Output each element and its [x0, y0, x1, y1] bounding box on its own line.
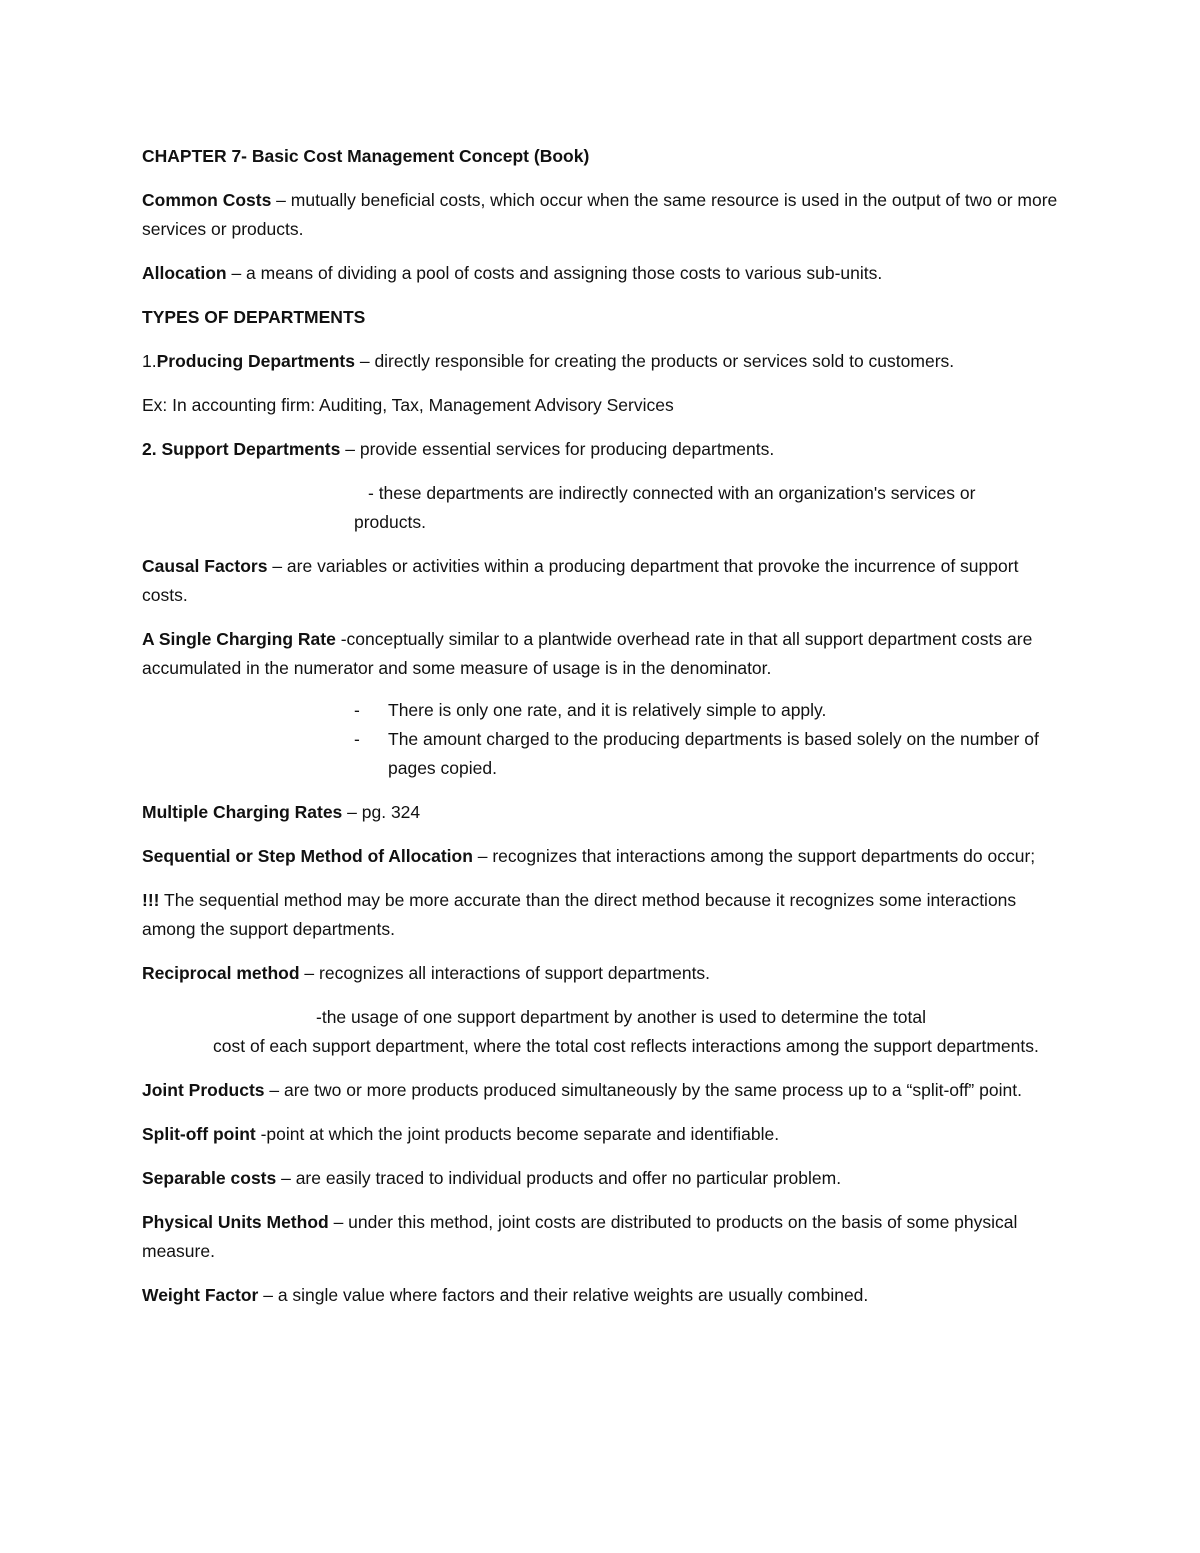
definition-text: – recognizes all interactions of support departments. [299, 963, 711, 983]
definition-text: – provide essential services for producing departments. [340, 439, 775, 459]
section-heading: TYPES OF DEPARTMENTS [142, 307, 366, 327]
term: 2. Support Departments [142, 439, 341, 459]
term: Allocation [142, 263, 227, 283]
term: A Single Charging Rate [142, 629, 336, 649]
definition-support-departments [142, 435, 1062, 464]
definition-text: -conceptually similar to a plantwide overhead rate in that all support department costs are accumulated in the numerator and some measure of usage is in the denominator. [142, 629, 1033, 678]
definition-text: – mutually beneficial costs, which occur when the same resource is used in the output of two or more services or products. [142, 190, 1058, 239]
term: Sequential or Step Method of Allocation [142, 846, 473, 866]
definition-split-off-point [142, 1120, 1062, 1149]
definition-text: – are variables or activities within a producing department that provoke the incurrence of support costs. [142, 556, 1019, 605]
definition-text: – recognizes that interactions among the support departments do occur; [472, 846, 1036, 866]
definition-separable-costs [142, 1164, 1062, 1193]
page-title: CHAPTER 7- Basic Cost Management Concept (Book) [142, 146, 590, 166]
definition-sequential-method [142, 842, 1062, 871]
note-mark: !!! [142, 890, 160, 910]
definition-multiple-charging-rates [142, 798, 1062, 827]
dash-bullet: - [354, 700, 360, 720]
definition-physical-units-method [142, 1208, 1062, 1266]
definition-allocation [142, 259, 1062, 288]
definition-text: – are easily traced to individual products and offer no particular problem. [276, 1168, 842, 1188]
term: Multiple Charging Rates [142, 802, 343, 822]
document-body [142, 142, 1062, 1325]
definition-text: – pg. 324 [342, 802, 421, 822]
bullet-text: The amount charged to the producing departments is based solely on the number of pages copied. [388, 729, 1039, 778]
note-line: -the usage of one support department by another is used to determine the total [316, 1007, 926, 1027]
definition-common-costs [142, 186, 1062, 244]
term: Producing Departments [156, 351, 355, 371]
reciprocal-note [213, 1003, 1062, 1061]
definition-single-charging-rate [142, 625, 1062, 683]
note-sequential [142, 886, 1062, 944]
definition-text: – a means of dividing a pool of costs and assigning those costs to various sub-units. [226, 263, 883, 283]
definition-weight-factor [142, 1281, 1062, 1310]
term: Joint Products [142, 1080, 265, 1100]
bullet-text: There is only one rate, and it is relatively simple to apply. [388, 700, 827, 720]
list-number: 1. [142, 351, 157, 371]
list-item [142, 725, 1062, 783]
term: Separable costs [142, 1168, 277, 1188]
term: Physical Units Method [142, 1212, 329, 1232]
dash-bullet: - [354, 729, 360, 749]
term: Reciprocal method [142, 963, 300, 983]
support-note [354, 479, 1062, 537]
note-text: The sequential method may be more accurate than the direct method because it recognizes some interactions among the support departments. [142, 890, 1017, 939]
definition-joint-products [142, 1076, 1062, 1105]
definition-text: -point at which the joint products become separate and identifiable. [255, 1124, 780, 1144]
definition-causal-factors [142, 552, 1062, 610]
term: Common Costs [142, 190, 272, 210]
term: Split-off point [142, 1124, 256, 1144]
definition-producing-departments [142, 347, 1062, 376]
note-text: cost of each support department, where the total cost reflects interactions among the support departments. [213, 1036, 1039, 1056]
definition-text: – a single value where factors and their relative weights are usually combined. [258, 1285, 869, 1305]
definition-text: – under this method, joint costs are distributed to products on the basis of some physical measure. [142, 1212, 1018, 1261]
definition-text: – directly responsible for creating the products or services sold to customers. [354, 351, 955, 371]
single-rate-bullets [142, 696, 1062, 783]
definition-reciprocal-method [142, 959, 1062, 988]
note-line: products. [354, 512, 426, 532]
term: Weight Factor [142, 1285, 259, 1305]
definition-text: – are two or more products produced simultaneously by the same process up to a “split-off” point. [264, 1080, 1022, 1100]
list-item [142, 696, 1062, 725]
note-line: - these departments are indirectly connected with an organization's services or [368, 483, 976, 503]
example-text: Ex: In accounting firm: Auditing, Tax, Management Advisory Services [142, 395, 674, 415]
term: Causal Factors [142, 556, 268, 576]
